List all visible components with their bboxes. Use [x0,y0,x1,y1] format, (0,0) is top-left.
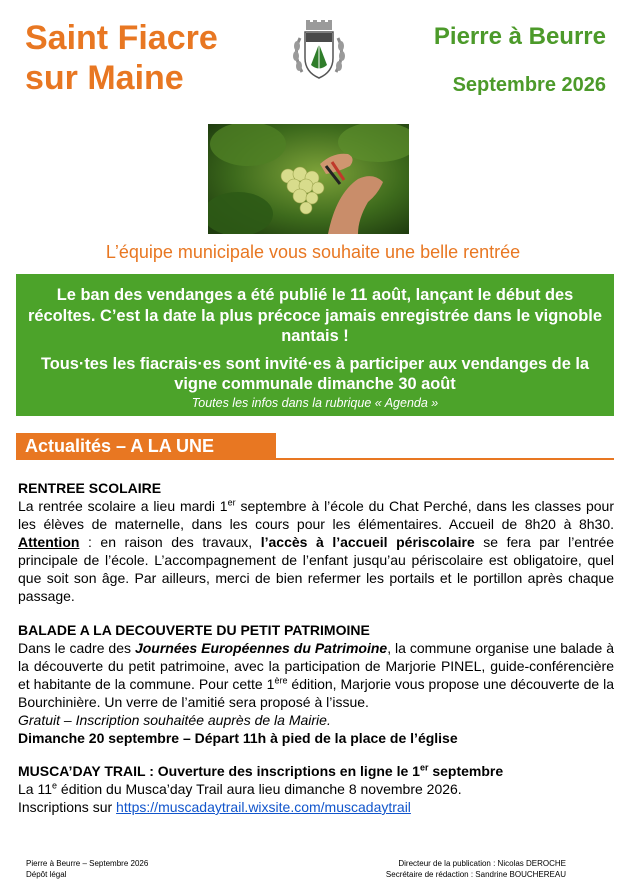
footer-right [386,858,566,880]
town-name [25,18,275,98]
footer-publication-info: Pierre à Beurre – Septembre 2026 [26,859,149,868]
harvest-announcement-text: Le ban des vendanges a été publié le 11 août, lançant le début des récoltes. C’est la date la plus précoce jamais enregistrée dans le vignoble nantais ! [28,286,602,345]
article-muscaday-trail [18,762,614,816]
town-name-line2: sur Maine [25,59,184,97]
article-title: BALADE A LA DECOUVERTE DU PETIT PATRIMOINE [18,622,370,638]
footer-editor: Secrétaire de rédaction : Sandrine BOUCHEREAU [385,870,566,879]
footer-legal-deposit: Dépôt légal [26,870,67,879]
footer-director: Directeur de la publication : Nicolas DEROCHE [398,859,566,868]
article-body: La rentrée scolaire a lieu mardi 1er septembre à l’école du Chat Perché, dans les classes pour les élèves de maternelle, dans les cours pour les élémentaires. Accueil de 8h20 à 8h30. Attention : en raison des travaux, l’accès à l’accueil périscolaire se fera par l’entrée principale de l’école. L’accompagnement de l’enfant jusqu’au périscolaire est obligatoire, quel que soit son âge. Par ailleurs, merci de bien refermer les portails et le portillon après chaque passage. [18,497,614,604]
muscaday-registration-link[interactable]: https://muscadaytrail.wixsite.com/muscadaytrail [116,799,411,815]
agenda-note: Toutes les infos dans la rubrique « Agenda » [191,395,439,410]
town-name-line1: Saint Fiacre [25,19,218,57]
section-divider [16,458,614,460]
publication-name: Pierre à Beurre [433,23,606,50]
article-italic-note: Gratuit – Inscription souhaitée auprès de la Mairie. [18,712,331,728]
article-rentree-scolaire [18,479,614,605]
article-event-line: Dimanche 20 septembre – Départ 11h à pied de la place de l’église [18,730,458,746]
article-title: RENTREE SCOLAIRE [18,480,162,496]
footer-left [26,858,148,880]
issue-date: Septembre 2026 [452,74,606,96]
article-balade-patrimoine [18,621,614,747]
article-registration-line: Inscriptions sur https://muscadaytrail.wixsite.com/muscadaytrail [18,799,411,815]
article-body: La 11e édition du Musca’day Trail aura lieu dimanche 8 novembre 2026. [18,780,462,797]
grape-harvest-photo [208,124,409,234]
welcome-message: L’équipe municipale vous souhaite une belle rentrée [105,242,521,262]
harvest-announcement-box [16,274,614,416]
section-title: Actualités – A LA UNE [16,433,276,459]
attention-label: Attention [18,534,80,550]
town-crest-logo [288,20,350,82]
article-title: MUSCA’DAY TRAIL : Ouverture des inscriptions en ligne le 1er septembre [18,762,504,779]
harvest-invitation-text: Tous·tes les fiacrais·es sont invité·es à participer aux vendanges de la vigne communale dimanche 30 août [40,354,590,393]
article-body: Dans le cadre des Journées Européennes du Patrimoine, la commune organise une balade à la découverte du petit patrimoine, avec la participation de Marjorie PINEL, guide-conférencière et habitante de la commune. Pour cette 1ère édition, Marjorie vous propose une découverte de la Bourchinière. Un verre de l’amitié sera proposé à l’issue. [18,640,615,710]
